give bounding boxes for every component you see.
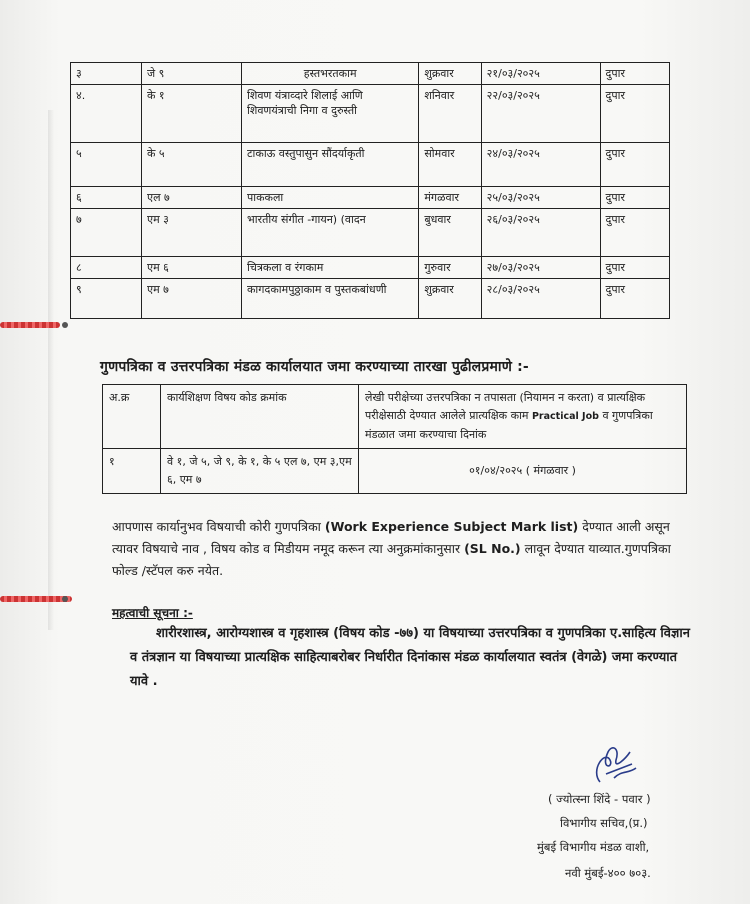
subject-name: कागदकामपुठ्ठाकाम व पुस्तकबांधणी — [241, 279, 418, 319]
exam-session: दुपार — [600, 143, 670, 187]
signature-mark — [570, 740, 650, 790]
schedule-row — [71, 279, 670, 319]
subject-name: चित्रकला व रंगकाम — [241, 257, 418, 279]
exam-date: २४/०३/२०२५ — [481, 143, 600, 187]
schedule-row — [71, 63, 670, 85]
exam-date: २७/०३/२०२५ — [481, 257, 600, 279]
signatory-name: ( ज्योत्स्ना शिंदे - पवार ) — [548, 792, 651, 806]
schedule-row — [71, 257, 670, 279]
subject-name: शिवण यंत्राव्दारे शिलाई आणि शिवणयंत्राची निगा व दुरुस्ती — [241, 85, 418, 143]
row-number: ३ — [71, 63, 142, 85]
punch-hole-top — [62, 322, 68, 328]
row-date: ०१/०४/२०२५ ( मंगळवार ) — [359, 449, 687, 494]
exam-date: २५/०३/२०२५ — [481, 187, 600, 209]
header-desc-part2: व गुणपत्रिका मंडळात जमा करण्याचा दिनांक — [365, 409, 653, 441]
notice-text: शारीरशास्त्र, आरोग्यशास्त्र व गृहशास्त्र (विषय कोड -७७) या विषयाच्या उत्तरपत्रिका व गुणपत्रिका ए.साहित्य विज्ञान व तंत्रज्ञान या विषयाच्या प्रात्यक्षिक साहित्याबरोबर निर्धारीत दिनांकास मंडळ कार्यालयात स्वतंत्र (वेगळे) जमा करण्यात यावे . — [130, 626, 690, 689]
row-sr: १ — [103, 449, 161, 494]
exam-day: गुरुवार — [419, 257, 481, 279]
exam-session: दुपार — [600, 209, 670, 257]
subject-name: हस्तभरतकाम — [241, 63, 418, 85]
signatory-designation: विभागीय सचिव,(प्र.) — [560, 816, 648, 830]
exam-date: २८/०३/२०२५ — [481, 279, 600, 319]
header-desc-en: Practical Job — [531, 411, 599, 422]
signatory-office: मुंबई विभागीय मंडळ वाशी, — [537, 840, 650, 854]
exam-day: शनिवार — [419, 85, 481, 143]
exam-session: दुपार — [600, 257, 670, 279]
header-sr: अ.क्र — [103, 385, 161, 449]
schedule-row — [71, 85, 670, 143]
instr-en2: (SL No.) — [464, 541, 521, 556]
exam-session: दुपार — [600, 63, 670, 85]
row-number: ६ — [71, 187, 142, 209]
row-number: ९ — [71, 279, 142, 319]
exam-session: दुपार — [600, 85, 670, 143]
exam-day: शुक्रवार — [419, 279, 481, 319]
row-number: ४. — [71, 85, 142, 143]
row-number: ५ — [71, 143, 142, 187]
page-fold-shadow — [48, 110, 54, 630]
exam-day: शुक्रवार — [419, 63, 481, 85]
schedule-row — [71, 209, 670, 257]
instruction-paragraph — [112, 516, 692, 582]
exam-schedule-table — [70, 62, 670, 319]
submission-table — [102, 384, 687, 494]
exam-day: सोमवार — [419, 143, 481, 187]
subject-name: पाककला — [241, 187, 418, 209]
subject-code: एम ७ — [141, 279, 241, 319]
exam-day: बुधवार — [419, 209, 481, 257]
exam-day: मंगळवार — [419, 187, 481, 209]
subject-code: एल ७ — [141, 187, 241, 209]
row-number: ८ — [71, 257, 142, 279]
subject-code: एम ६ — [141, 257, 241, 279]
schedule-row — [71, 143, 670, 187]
signatory-address: नवी मुंबई-४०० ७०३. — [565, 866, 651, 880]
punch-hole-bottom — [62, 596, 68, 602]
header-desc-part1: लेखी परीक्षेच्या उत्तरपत्रिका न तपासता (नियामन न करता) व प्रात्यक्षिक परीक्षेसाठी देण्यात आलेले प्रात्यक्षिक काम — [365, 391, 646, 422]
instr-part2: देण्यात आली असून त्यावर विषयाचे नाव , विषय कोड व मिडीयम नमूद करून त्या अनुक्रमांकानुसार — [112, 519, 670, 556]
exam-date: २२/०३/२०२५ — [481, 85, 600, 143]
submission-row — [103, 449, 687, 494]
instr-part3: लावून देण्यात याव्यात.गुणपत्रिका फोल्ड /स्टॅपल करु नयेत. — [112, 541, 671, 578]
binding-string-top — [0, 322, 60, 328]
submission-heading: गुणपत्रिका व उत्तरपत्रिका मंडळ कार्यालयात जमा करण्याच्या तारखा पुढीलप्रमाणे :- — [100, 359, 529, 375]
exam-date: २१/०३/२०२५ — [481, 63, 600, 85]
schedule-row — [71, 187, 670, 209]
instr-part1: आपणास कार्यानुभव विषयाची कोरी गुणपत्रिका — [112, 519, 321, 534]
header-code: कार्यशिक्षण विषय कोड क्रमांक — [161, 385, 359, 449]
row-codes: वे १, जे ५, जे ९, के १, के ५ एल ७, एम ३,एम ६, एम ७ — [161, 449, 359, 494]
subject-code: जे ९ — [141, 63, 241, 85]
notice-title: महत्वाची सूचना :- — [112, 606, 193, 620]
exam-date: २६/०३/२०२५ — [481, 209, 600, 257]
subject-code: एम ३ — [141, 209, 241, 257]
exam-session: दुपार — [600, 187, 670, 209]
subject-code: के १ — [141, 85, 241, 143]
subject-name: भारतीय संगीत -गायन) (वादन — [241, 209, 418, 257]
submission-header-row — [103, 385, 687, 449]
exam-session: दुपार — [600, 279, 670, 319]
instr-en1: (Work Experience Subject Mark list) — [324, 519, 579, 534]
row-number: ७ — [71, 209, 142, 257]
subject-name: टाकाऊ वस्तुपासुन सौंदर्याकृती — [241, 143, 418, 187]
header-description — [359, 385, 687, 449]
subject-code: के ५ — [141, 143, 241, 187]
